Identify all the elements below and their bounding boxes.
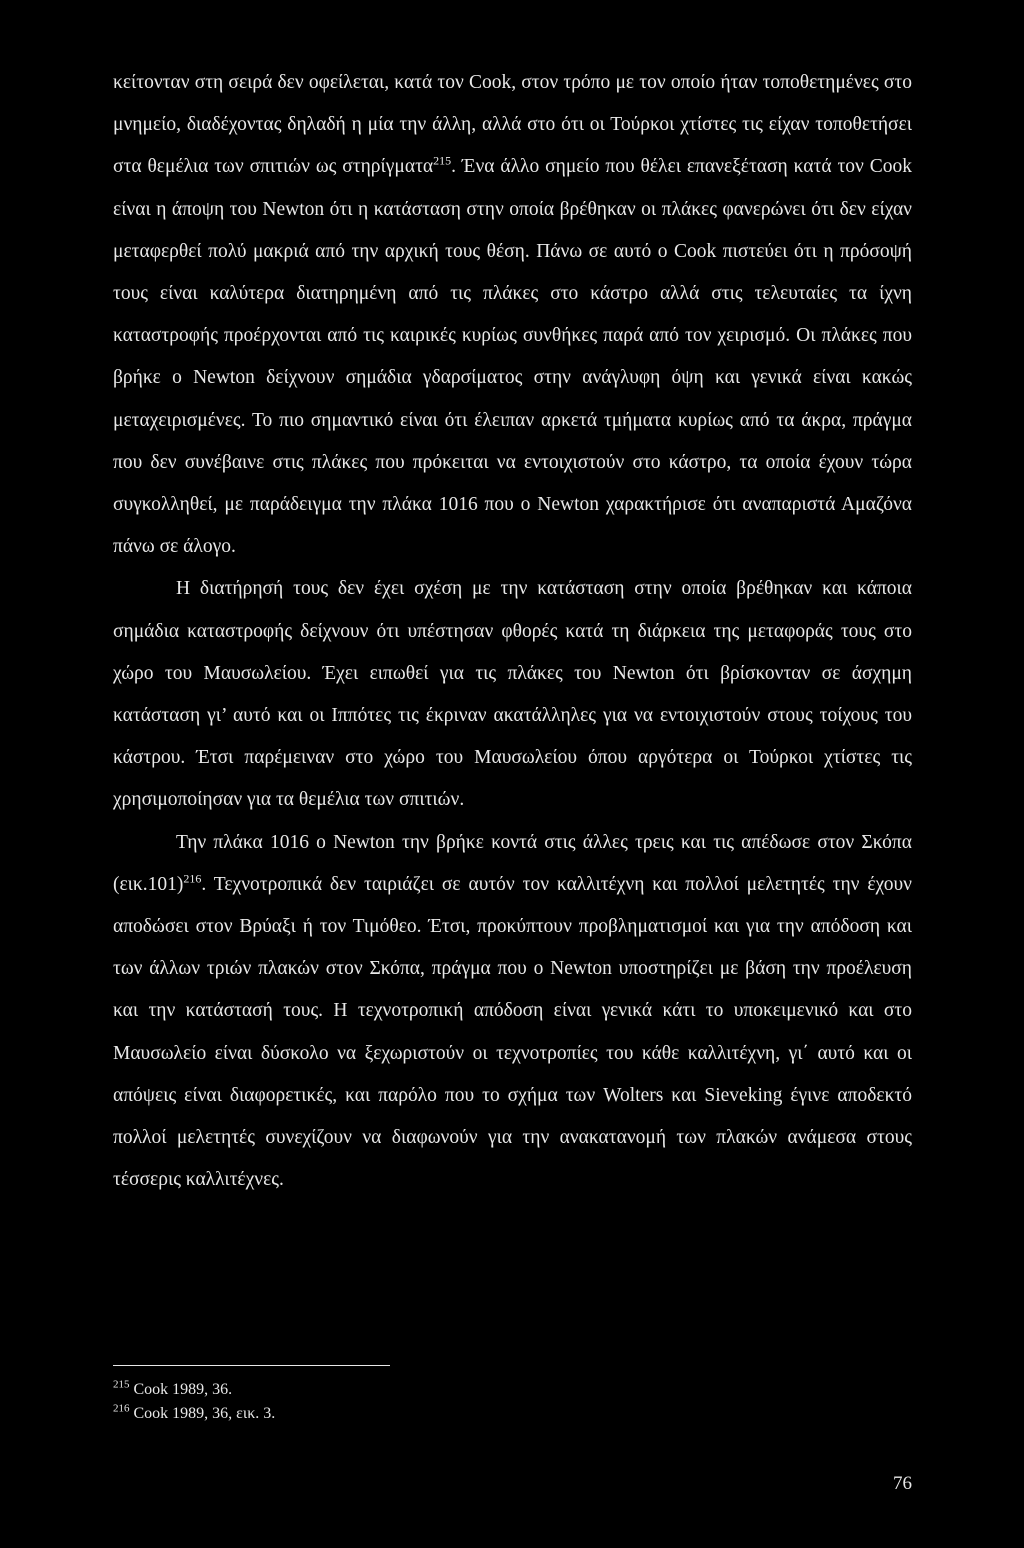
body-text [113, 62, 912, 1201]
footnote-number: 215 [113, 1378, 130, 1391]
paragraph-text: . Ένα άλλο σημείο που θέλει επανεξέταση κατά τον Cook είναι η άποψη του Newton ότι η κατάσταση στην οποία βρέθηκαν οι πλάκες φανερώνει ότι δεν είχαν μεταφερθεί πολύ μακριά από την αρχική τους θέση. Πάνω σε αυτό ο Cook πιστεύει ότι η πρόσοψή τους είναι καλύτερα διατηρημένη από τις πλάκες στο κάστρο αλλά στις τελευταίες τα ίχνη καταστροφής προέρχονται από τις καιρικές κυρίως συνθήκες παρά από τον χειρισμό. Οι πλάκες που βρήκε ο Newton δείχνουν σημάδια γδαρσίματος στην ανάγλυφη όψη και γενικά είναι κακώς μεταχειρισμένες. Το πιο σημαντικό είναι ότι έλειπαν αρκετά τμήματα κυρίως από τα άκρα, πράγμα που δεν συνέβαινε στις πλάκες που πρόκειται να εντοιχιστούν στο κάστρο, τα οποία έχουν τώρα συγκολληθεί, με παράδειγμα την πλάκα 1016 που ο Newton χαρακτήρισε ότι αναπαριστά Αμαζόνα πάνω σε άλογο. [113, 156, 912, 558]
footnotes [113, 1378, 613, 1426]
footnote [113, 1378, 613, 1402]
paragraph-text: . Τεχνοτροπικά δεν ταιριάζει σε αυτόν τον καλλιτέχνη και πολλοί μελετητές την έχουν αποδώσει στον Βρύαξι ή τον Τιμόθεο. Έτσι, προκύπτουν προβληματισμοί και για την απόδοση και των άλλων τριών πλακών στον Σκόπα, πράγμα που ο Newton υποστηρίζει με βάση την προέλευση και την κατάστασή τους. Η τεχνοτροπική απόδοση είναι γενικά κάτι το υποκειμενικό και στο Μαυσωλείο είναι δύσκολο να ξεχωριστούν οι τεχνοτροπίες του κάθε καλλιτέχνη, γι΄ αυτό και οι απόψεις είναι διαφορετικές, και παρόλο που το σχήμα των Wolters και Sieveking έγινε αποδεκτό πολλοί μελετητές συνεχίζουν να διαφωνούν για την ανακατανομή των πλακών ανάμεσα στους τέσσερις καλλιτέχνες. [113, 873, 912, 1191]
footnote-text: Cook 1989, 36. [129, 1381, 233, 1398]
paragraph-text: κείτονταν στη σειρά δεν οφείλεται, κατά τον Cook, στον τρόπο με τον οποίο ήταν τοποθετημένες στο μνημείο, διαδέχοντας δηλαδή η μία την άλλη, αλλά στο ότι οι Τούρκοι χτίστες τις είχαν τοποθετήσει στα θεμέλια των σπιτιών ως στηρίγματα [113, 72, 912, 178]
footnote-text: Cook 1989, 36, εικ. 3. [129, 1405, 276, 1422]
paragraph [113, 822, 912, 1202]
footnote-number: 216 [113, 1402, 130, 1415]
footnote [113, 1402, 613, 1426]
paragraph [113, 62, 912, 568]
page-number: 76 [893, 1473, 912, 1494]
footnote-reference: 216 [183, 871, 202, 886]
paragraph-text: Η διατήρησή τους δεν έχει σχέση με την κατάσταση στην οποία βρέθηκαν και κάποια σημάδια καταστροφής δείχνουν ότι υπέστησαν φθορές κατά τη διάρκεια της μεταφοράς τους στο χώρο του Μαυσωλείου. Έχει ειπωθεί για τις πλάκες του Newton ότι βρίσκονταν σε άσχημη κατάσταση γι’ αυτό και οι Ιππότες τις έκριναν ακατάλληλες για να εντοιχιστούν στους τοίχους του κάστρου. Έτσι παρέμειναν στο χώρο του Μαυσωλείου όπου αργότερα οι Τούρκοι χτίστες τις χρησιμοποίησαν για τα θεμέλια των σπιτιών. [113, 578, 912, 811]
paragraph [113, 568, 912, 821]
footnote-separator [113, 1365, 390, 1366]
paragraph-text: Την πλάκα 1016 ο Newton την βρήκε κοντά στις άλλες τρεις και τις απέδωσε στον Σκόπα (εικ.101) [113, 831, 912, 895]
footnote-reference: 215 [433, 153, 452, 168]
